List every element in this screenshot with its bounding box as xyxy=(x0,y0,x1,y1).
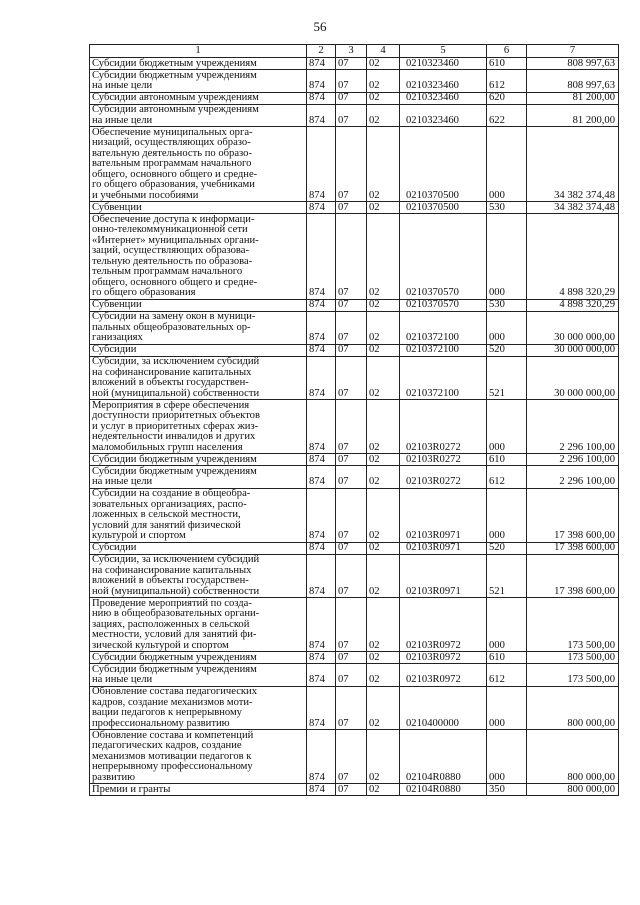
table-row xyxy=(90,400,619,454)
target-article-code-cell: 0210370500 xyxy=(400,202,487,214)
row-name-cell: Субсидии бюджетным учреждениям на иные цели xyxy=(90,664,307,687)
target-article-code-cell: 0210372100 xyxy=(400,356,487,400)
section-code-cell: 07 xyxy=(336,58,367,70)
table-row xyxy=(90,214,619,300)
section-code-cell: 07 xyxy=(336,488,367,542)
subsection-code-cell: 02 xyxy=(367,652,400,664)
column-header: 3 xyxy=(336,45,367,58)
table-row xyxy=(90,598,619,652)
row-name-cell: Субвенции xyxy=(90,202,307,214)
budget-table xyxy=(89,44,619,796)
subsection-code-cell: 02 xyxy=(367,598,400,652)
expense-type-code-cell: 612 xyxy=(487,664,527,687)
admin-code-cell: 874 xyxy=(307,466,336,489)
admin-code-cell: 874 xyxy=(307,299,336,311)
table-row xyxy=(90,488,619,542)
table-row xyxy=(90,202,619,214)
table-row xyxy=(90,127,619,202)
row-name-cell: Субсидии xyxy=(90,344,307,356)
expense-type-code-cell: 520 xyxy=(487,542,527,554)
target-article-code-cell: 02104R0880 xyxy=(400,784,487,796)
amount-cell: 30 000 000,00 xyxy=(527,311,619,344)
column-number-header-row xyxy=(90,45,619,58)
admin-code-cell: 874 xyxy=(307,104,336,127)
expense-type-code-cell: 620 xyxy=(487,92,527,104)
amount-cell: 800 000,00 xyxy=(527,730,619,784)
subsection-code-cell: 02 xyxy=(367,127,400,202)
section-code-cell: 07 xyxy=(336,784,367,796)
target-article-code-cell: 0210323460 xyxy=(400,104,487,127)
subsection-code-cell: 02 xyxy=(367,686,400,730)
amount-cell: 4 898 320,29 xyxy=(527,299,619,311)
expense-type-code-cell: 612 xyxy=(487,70,527,93)
expense-type-code-cell: 000 xyxy=(487,598,527,652)
section-code-cell: 07 xyxy=(336,214,367,300)
target-article-code-cell: 02103R0272 xyxy=(400,466,487,489)
amount-cell: 173 500,00 xyxy=(527,664,619,687)
row-name-cell: Обеспечение муниципальных орга- низаций, осуществляющих образо- вательную деятельность по образо- вательным программам начального общего, основного общего и средне- го общего образования, учебниками и учебными пособиями xyxy=(90,127,307,202)
subsection-code-cell: 02 xyxy=(367,356,400,400)
table-row xyxy=(90,542,619,554)
section-code-cell: 07 xyxy=(336,554,367,598)
section-code-cell: 07 xyxy=(336,202,367,214)
section-code-cell: 07 xyxy=(336,652,367,664)
table-row xyxy=(90,356,619,400)
row-name-cell: Обновление состава педагогических кадров, создание механизмов моти- вации педагогов к непрерывному профессиональному развитию xyxy=(90,686,307,730)
section-code-cell: 07 xyxy=(336,454,367,466)
expense-type-code-cell: 521 xyxy=(487,554,527,598)
amount-cell: 30 000 000,00 xyxy=(527,356,619,400)
table-row xyxy=(90,652,619,664)
admin-code-cell: 874 xyxy=(307,70,336,93)
row-name-cell: Субсидии на создание в общеобра- зовательных организациях, распо- ложенных в сельской местности, условий для занятий физической культурой и спортом xyxy=(90,488,307,542)
admin-code-cell: 874 xyxy=(307,652,336,664)
admin-code-cell: 874 xyxy=(307,686,336,730)
column-header: 1 xyxy=(90,45,307,58)
expense-type-code-cell: 530 xyxy=(487,299,527,311)
admin-code-cell: 874 xyxy=(307,311,336,344)
amount-cell: 2 296 100,00 xyxy=(527,466,619,489)
admin-code-cell: 874 xyxy=(307,344,336,356)
column-header: 5 xyxy=(400,45,487,58)
expense-type-code-cell: 612 xyxy=(487,466,527,489)
subsection-code-cell: 02 xyxy=(367,730,400,784)
admin-code-cell: 874 xyxy=(307,214,336,300)
amount-cell: 81 200,00 xyxy=(527,104,619,127)
target-article-code-cell: 0210323460 xyxy=(400,92,487,104)
expense-type-code-cell: 000 xyxy=(487,488,527,542)
expense-type-code-cell: 000 xyxy=(487,214,527,300)
row-name-cell: Обеспечение доступа к информаци- онно-телекоммуникационной сети «Интернет» муниципальных органи- заций, осуществляющих образова- тельную деятельность по образова- тельным программам начального общего, основного общего и средне- го общего образования xyxy=(90,214,307,300)
expense-type-code-cell: 622 xyxy=(487,104,527,127)
subsection-code-cell: 02 xyxy=(367,344,400,356)
table-row xyxy=(90,664,619,687)
column-header: 2 xyxy=(307,45,336,58)
row-name-cell: Субсидии автономным учреждениям xyxy=(90,92,307,104)
section-code-cell: 07 xyxy=(336,104,367,127)
target-article-code-cell: 02103R0971 xyxy=(400,488,487,542)
section-code-cell: 07 xyxy=(336,598,367,652)
table-row xyxy=(90,554,619,598)
subsection-code-cell: 02 xyxy=(367,542,400,554)
table-row xyxy=(90,344,619,356)
target-article-code-cell: 02104R0880 xyxy=(400,730,487,784)
subsection-code-cell: 02 xyxy=(367,202,400,214)
expense-type-code-cell: 000 xyxy=(487,127,527,202)
table-row xyxy=(90,70,619,93)
subsection-code-cell: 02 xyxy=(367,784,400,796)
expense-type-code-cell: 520 xyxy=(487,344,527,356)
admin-code-cell: 874 xyxy=(307,730,336,784)
section-code-cell: 07 xyxy=(336,311,367,344)
table-row xyxy=(90,104,619,127)
section-code-cell: 07 xyxy=(336,92,367,104)
row-name-cell: Субсидии бюджетным учреждениям xyxy=(90,652,307,664)
admin-code-cell: 874 xyxy=(307,598,336,652)
admin-code-cell: 874 xyxy=(307,784,336,796)
admin-code-cell: 874 xyxy=(307,202,336,214)
target-article-code-cell: 0210323460 xyxy=(400,70,487,93)
target-article-code-cell: 02103R0972 xyxy=(400,652,487,664)
subsection-code-cell: 02 xyxy=(367,92,400,104)
admin-code-cell: 874 xyxy=(307,542,336,554)
table-row xyxy=(90,454,619,466)
row-name-cell: Субсидии, за исключением субсидий на софинансирование капитальных вложений в объекты государствен- ной (муниципальной) собственности xyxy=(90,356,307,400)
amount-cell: 800 000,00 xyxy=(527,784,619,796)
table-row xyxy=(90,311,619,344)
target-article-code-cell: 0210323460 xyxy=(400,58,487,70)
row-name-cell: Проведение мероприятий по созда- нию в общеобразовательных органи- зациях, расположенных в сельской местности, условий для занятий фи- зической культурой и спортом xyxy=(90,598,307,652)
subsection-code-cell: 02 xyxy=(367,214,400,300)
amount-cell: 34 382 374,48 xyxy=(527,127,619,202)
admin-code-cell: 874 xyxy=(307,92,336,104)
admin-code-cell: 874 xyxy=(307,664,336,687)
section-code-cell: 07 xyxy=(336,70,367,93)
amount-cell: 81 200,00 xyxy=(527,92,619,104)
section-code-cell: 07 xyxy=(336,127,367,202)
target-article-code-cell: 0210370570 xyxy=(400,214,487,300)
admin-code-cell: 874 xyxy=(307,356,336,400)
expense-type-code-cell: 000 xyxy=(487,400,527,454)
target-article-code-cell: 0210372100 xyxy=(400,311,487,344)
section-code-cell: 07 xyxy=(336,664,367,687)
amount-cell: 17 398 600,00 xyxy=(527,554,619,598)
amount-cell: 17 398 600,00 xyxy=(527,542,619,554)
row-name-cell: Субсидии xyxy=(90,542,307,554)
expense-type-code-cell: 000 xyxy=(487,730,527,784)
row-name-cell: Мероприятия в сфере обеспечения доступности приоритетных объектов и услуг в приоритетных сферах жиз- недеятельности инвалидов и других маломобильных групп населения xyxy=(90,400,307,454)
subsection-code-cell: 02 xyxy=(367,58,400,70)
target-article-code-cell: 02103R0972 xyxy=(400,598,487,652)
table-row xyxy=(90,466,619,489)
subsection-code-cell: 02 xyxy=(367,554,400,598)
amount-cell: 808 997,63 xyxy=(527,58,619,70)
expense-type-code-cell: 000 xyxy=(487,686,527,730)
admin-code-cell: 874 xyxy=(307,488,336,542)
section-code-cell: 07 xyxy=(336,730,367,784)
target-article-code-cell: 02103R0272 xyxy=(400,400,487,454)
expense-type-code-cell: 610 xyxy=(487,58,527,70)
admin-code-cell: 874 xyxy=(307,400,336,454)
table-row xyxy=(90,58,619,70)
amount-cell: 34 382 374,48 xyxy=(527,202,619,214)
page-number: 56 xyxy=(313,19,327,34)
subsection-code-cell: 02 xyxy=(367,454,400,466)
row-name-cell: Субсидии бюджетным учреждениям xyxy=(90,58,307,70)
target-article-code-cell: 0210370500 xyxy=(400,127,487,202)
table-row xyxy=(90,92,619,104)
section-code-cell: 07 xyxy=(336,344,367,356)
subsection-code-cell: 02 xyxy=(367,400,400,454)
table-row xyxy=(90,730,619,784)
amount-cell: 17 398 600,00 xyxy=(527,488,619,542)
target-article-code-cell: 0210370570 xyxy=(400,299,487,311)
section-code-cell: 07 xyxy=(336,356,367,400)
section-code-cell: 07 xyxy=(336,466,367,489)
row-name-cell: Субсидии, за исключением субсидий на софинансирование капитальных вложений в объекты государствен- ной (муниципальной) собственности xyxy=(90,554,307,598)
row-name-cell: Субсидии бюджетным учреждениям на иные цели xyxy=(90,70,307,93)
target-article-code-cell: 02103R0971 xyxy=(400,542,487,554)
target-article-code-cell: 0210372100 xyxy=(400,344,487,356)
amount-cell: 4 898 320,29 xyxy=(527,214,619,300)
row-name-cell: Субсидии бюджетным учреждениям xyxy=(90,454,307,466)
admin-code-cell: 874 xyxy=(307,454,336,466)
row-name-cell: Субсидии на замену окон в муници- пальных общеобразовательных ор- ганизациях xyxy=(90,311,307,344)
subsection-code-cell: 02 xyxy=(367,466,400,489)
expense-type-code-cell: 610 xyxy=(487,652,527,664)
column-header: 4 xyxy=(367,45,400,58)
target-article-code-cell: 02103R0972 xyxy=(400,664,487,687)
expense-type-code-cell: 000 xyxy=(487,311,527,344)
expense-type-code-cell: 350 xyxy=(487,784,527,796)
subsection-code-cell: 02 xyxy=(367,311,400,344)
amount-cell: 173 500,00 xyxy=(527,652,619,664)
section-code-cell: 07 xyxy=(336,299,367,311)
row-name-cell: Обновление состава и компетенций педагогических кадров, создание механизмов мотивации педагогов к непрерывному профессиональному развитию xyxy=(90,730,307,784)
amount-cell: 2 296 100,00 xyxy=(527,400,619,454)
table-body xyxy=(90,58,619,796)
target-article-code-cell: 02103R0971 xyxy=(400,554,487,598)
table-row xyxy=(90,686,619,730)
subsection-code-cell: 02 xyxy=(367,299,400,311)
row-name-cell: Субсидии автономным учреждениям на иные цели xyxy=(90,104,307,127)
admin-code-cell: 874 xyxy=(307,58,336,70)
amount-cell: 30 000 000,00 xyxy=(527,344,619,356)
row-name-cell: Субсидии бюджетным учреждениям на иные цели xyxy=(90,466,307,489)
subsection-code-cell: 02 xyxy=(367,488,400,542)
amount-cell: 173 500,00 xyxy=(527,598,619,652)
section-code-cell: 07 xyxy=(336,686,367,730)
amount-cell: 800 000,00 xyxy=(527,686,619,730)
column-header: 6 xyxy=(487,45,527,58)
table-row xyxy=(90,299,619,311)
subsection-code-cell: 02 xyxy=(367,70,400,93)
table-row xyxy=(90,784,619,796)
row-name-cell: Субвенции xyxy=(90,299,307,311)
expense-type-code-cell: 610 xyxy=(487,454,527,466)
target-article-code-cell: 02103R0272 xyxy=(400,454,487,466)
column-header: 7 xyxy=(527,45,619,58)
expense-type-code-cell: 530 xyxy=(487,202,527,214)
admin-code-cell: 874 xyxy=(307,127,336,202)
admin-code-cell: 874 xyxy=(307,554,336,598)
subsection-code-cell: 02 xyxy=(367,664,400,687)
amount-cell: 808 997,63 xyxy=(527,70,619,93)
target-article-code-cell: 0210400000 xyxy=(400,686,487,730)
expense-type-code-cell: 521 xyxy=(487,356,527,400)
subsection-code-cell: 02 xyxy=(367,104,400,127)
section-code-cell: 07 xyxy=(336,542,367,554)
amount-cell: 2 296 100,00 xyxy=(527,454,619,466)
section-code-cell: 07 xyxy=(336,400,367,454)
row-name-cell: Премии и гранты xyxy=(90,784,307,796)
